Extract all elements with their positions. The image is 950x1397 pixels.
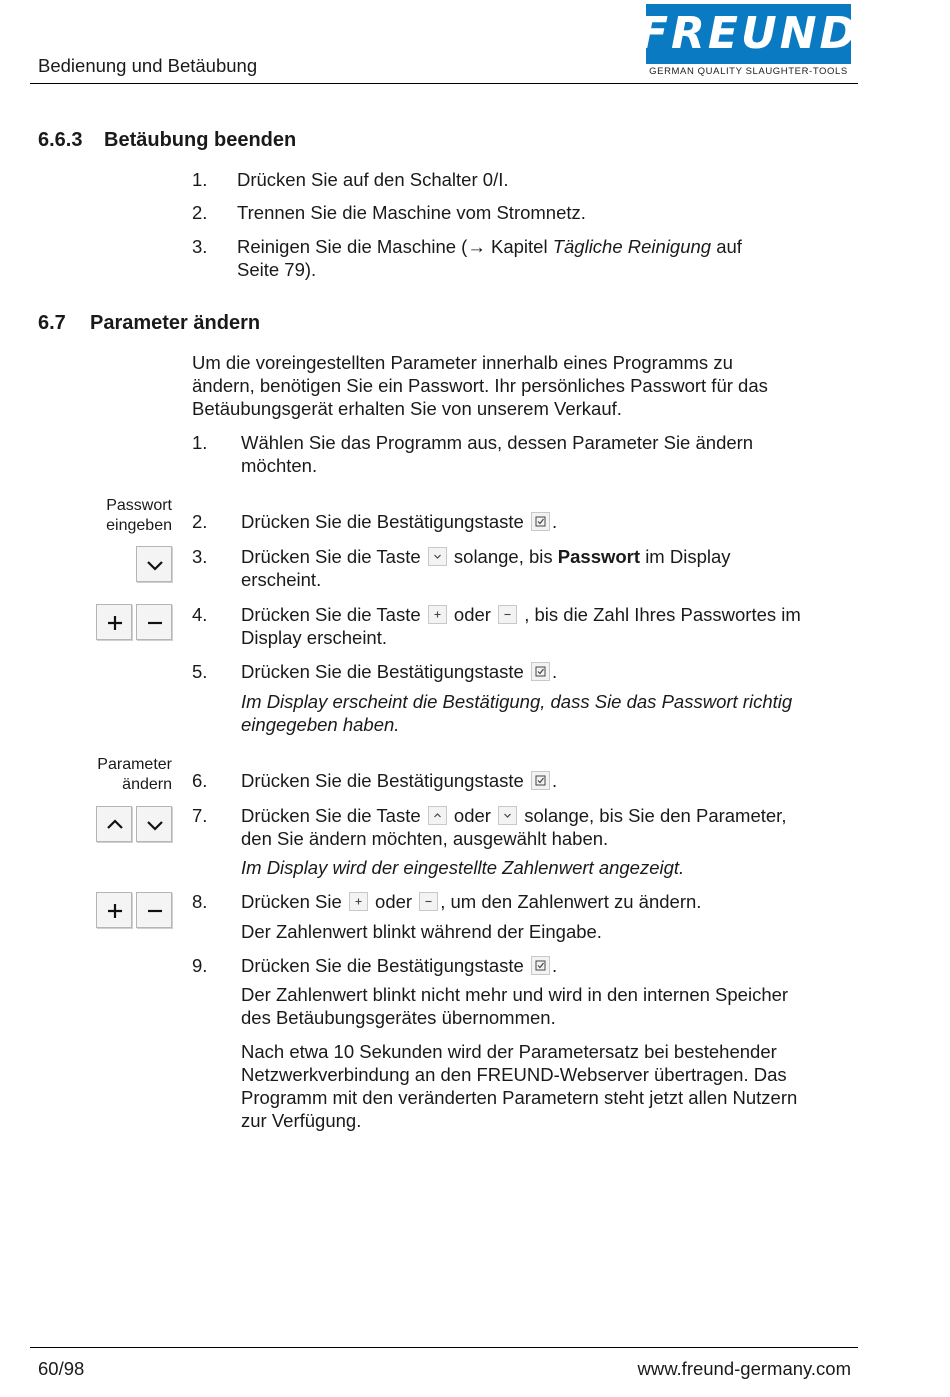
plus-key-icon [96, 604, 132, 640]
running-header-title: Bedienung und Betäubung [38, 55, 258, 76]
step-result-note: Im Display wird der eingestellte Zahlenwert angezeigt. [241, 857, 685, 878]
confirm-key-icon [531, 956, 550, 975]
step-text: Drücken Sie oder , um den Zahlenwert zu ändern. [241, 891, 702, 912]
section-663-title: Betäubung beenden [104, 129, 297, 151]
logo-box [637, 4, 860, 64]
up-key-icon [96, 806, 132, 842]
step-result-note: Im Display erscheint die Bestätigung, dass Sie das Passwort richtig [241, 691, 793, 712]
step-result-text: Der Zahlenwert blinkt während der Eingabe. [241, 921, 602, 942]
page-number: 60/98 [38, 1358, 85, 1379]
step-text: Drücken Sie die Taste oder , bis die Zahl Ihres Passwortes im [241, 604, 801, 625]
down-key-icon [428, 547, 447, 566]
plus-key-icon [349, 892, 368, 911]
logo-tagline: GERMAN QUALITY SLAUGHTER-TOOLS [649, 66, 848, 77]
confirm-key-icon [531, 512, 550, 531]
step-text: Drücken Sie die Bestätigungstaste . [241, 661, 558, 682]
step-result-text: Nach etwa 10 Sekunden wird der Parametersatz bei bestehender [241, 1041, 777, 1062]
step-result-text: Der Zahlenwert blinkt nicht mehr und wird in den internen Speicher [241, 984, 789, 1005]
intro-line: Betäubungsgerät erhalten Sie von unserem Verkauf. [192, 398, 622, 419]
step-text: Drücken Sie auf den Schalter 0/I. [237, 169, 509, 190]
step-number: 6. [192, 770, 208, 791]
step-text-continued: möchten. [241, 455, 318, 476]
plus-key-icon [96, 892, 132, 928]
down-key-icon [136, 806, 172, 842]
step-number: 3. [192, 236, 208, 257]
step-text: Drücken Sie die Bestätigungstaste . [241, 955, 558, 976]
up-key-icon [428, 806, 447, 825]
footer-url: www.freund-germany.com [637, 1358, 851, 1379]
freund-logo [637, 4, 860, 79]
step-text: Wählen Sie das Programm aus, dessen Parameter Sie ändern [241, 432, 754, 453]
step-result-text: Netzwerkverbindung an den FREUND-Webserver übertragen. Das [241, 1064, 787, 1085]
step-number: 8. [192, 891, 208, 912]
step-text-continued: erscheint. [241, 569, 322, 590]
minus-key-icon [136, 604, 172, 640]
intro-line: ändern, benötigen Sie ein Passwort. Ihr persönliches Passwort für das [192, 375, 768, 396]
step-number: 4. [192, 604, 208, 625]
step-text: Drücken Sie die Taste solange, bis Passwort im Display [241, 546, 731, 567]
header-rule [30, 83, 858, 84]
step-text-continued: Display erscheint. [241, 627, 388, 648]
down-key-icon [498, 806, 517, 825]
confirm-key-icon [531, 662, 550, 681]
section-67-title: Parameter ändern [90, 312, 261, 334]
step-number: 1. [192, 169, 208, 190]
step-number: 7. [192, 805, 208, 826]
section-663-number: 6.6.3 [38, 129, 83, 151]
plus-key-icon [428, 605, 447, 624]
intro-line: Um die voreingestellten Parameter innerhalb eines Programms zu [192, 352, 733, 373]
step-number: 1. [192, 432, 208, 453]
down-key-icon [136, 546, 172, 582]
step-text: Reinigen Sie die Maschine (→ Kapitel Tägliche Reinigung auf [237, 236, 742, 257]
side-label-passwort: Passwort eingeben [106, 497, 172, 534]
minus-key-icon [419, 892, 438, 911]
step-number: 9. [192, 955, 208, 976]
side-label-parameter: Parameter ändern [97, 756, 172, 793]
minus-key-icon [498, 605, 517, 624]
step-number: 2. [192, 202, 208, 223]
step-result-text: zur Verfügung. [241, 1110, 362, 1131]
step-result-text: Programm mit den veränderten Parametern steht jetzt allen Nutzern [241, 1087, 798, 1108]
confirm-key-icon [531, 771, 550, 790]
step-text-continued: Seite 79). [237, 259, 317, 280]
step-number: 3. [192, 546, 208, 567]
step-number: 5. [192, 661, 208, 682]
step-text-continued: den Sie ändern möchten, ausgewählt haben. [241, 828, 609, 849]
step-text: Drücken Sie die Bestätigungstaste . [241, 511, 558, 532]
minus-key-icon [136, 892, 172, 928]
logo-word: FREUND [637, 8, 860, 59]
step-number: 2. [192, 511, 208, 532]
step-text: Trennen Sie die Maschine vom Stromnetz. [237, 202, 586, 223]
step-result-text: des Betäubungsgerätes übernommen. [241, 1007, 556, 1028]
step-text: Drücken Sie die Bestätigungstaste . [241, 770, 558, 791]
footer-rule [30, 1347, 858, 1348]
step-text: Drücken Sie die Taste oder solange, bis Sie den Parameter, [241, 805, 787, 826]
step-result-note: eingegeben haben. [241, 714, 400, 735]
section-67-number: 6.7 [38, 312, 66, 334]
